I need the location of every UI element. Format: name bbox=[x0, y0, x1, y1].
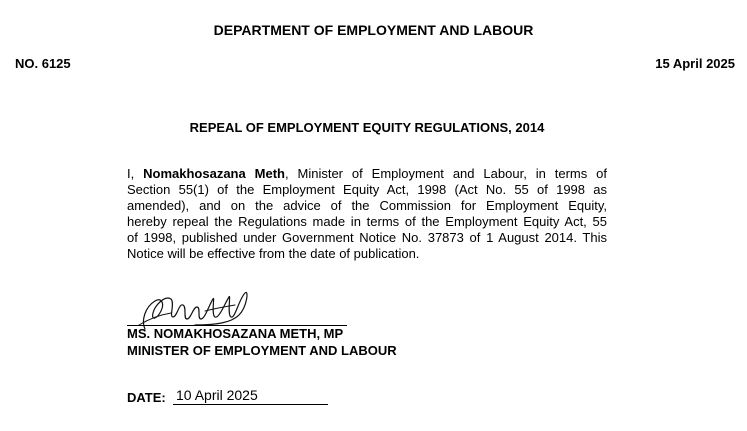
department-heading: DEPARTMENT OF EMPLOYMENT AND LABOUR bbox=[213, 22, 534, 38]
body-line-2: Section 55(1) of the Employment Equity Act, 1998 (Act No. 55 of 1998 as bbox=[127, 182, 607, 197]
body-line-5: of 1998, published under Government Notice No. 37873 of 1 August 2014. This bbox=[127, 230, 607, 245]
notice-body bbox=[127, 166, 607, 262]
minister-name: Nomakhosazana Meth bbox=[143, 166, 285, 181]
body-line-1 bbox=[127, 166, 607, 182]
notice-number: NO. 6125 bbox=[15, 56, 71, 71]
date-underline bbox=[173, 404, 328, 405]
body-line-4: hereby repeal the Regulations made in terms of the Employment Equity Act, 55 bbox=[127, 214, 607, 229]
notice-date: 15 April 2025 bbox=[655, 56, 735, 71]
signatory-title: MINISTER OF EMPLOYMENT AND LABOUR bbox=[127, 343, 397, 358]
notice-title: REPEAL OF EMPLOYMENT EQUITY REGULATIONS, 2014 bbox=[189, 120, 545, 135]
signatory-name: MS. NOMAKHOSAZANA METH, MP bbox=[127, 326, 344, 341]
body-line-1-suffix: , Minister of Employment and Labour, in terms of bbox=[284, 166, 607, 181]
date-value: 10 April 2025 bbox=[176, 387, 258, 403]
body-line-1-prefix: I, bbox=[127, 166, 144, 181]
date-label: DATE: bbox=[127, 390, 166, 405]
body-line-6: Notice will be effective from the date of publication. bbox=[127, 246, 420, 261]
body-line-3: amended), and on the advice of the Commission for Employment Equity, bbox=[127, 198, 607, 213]
